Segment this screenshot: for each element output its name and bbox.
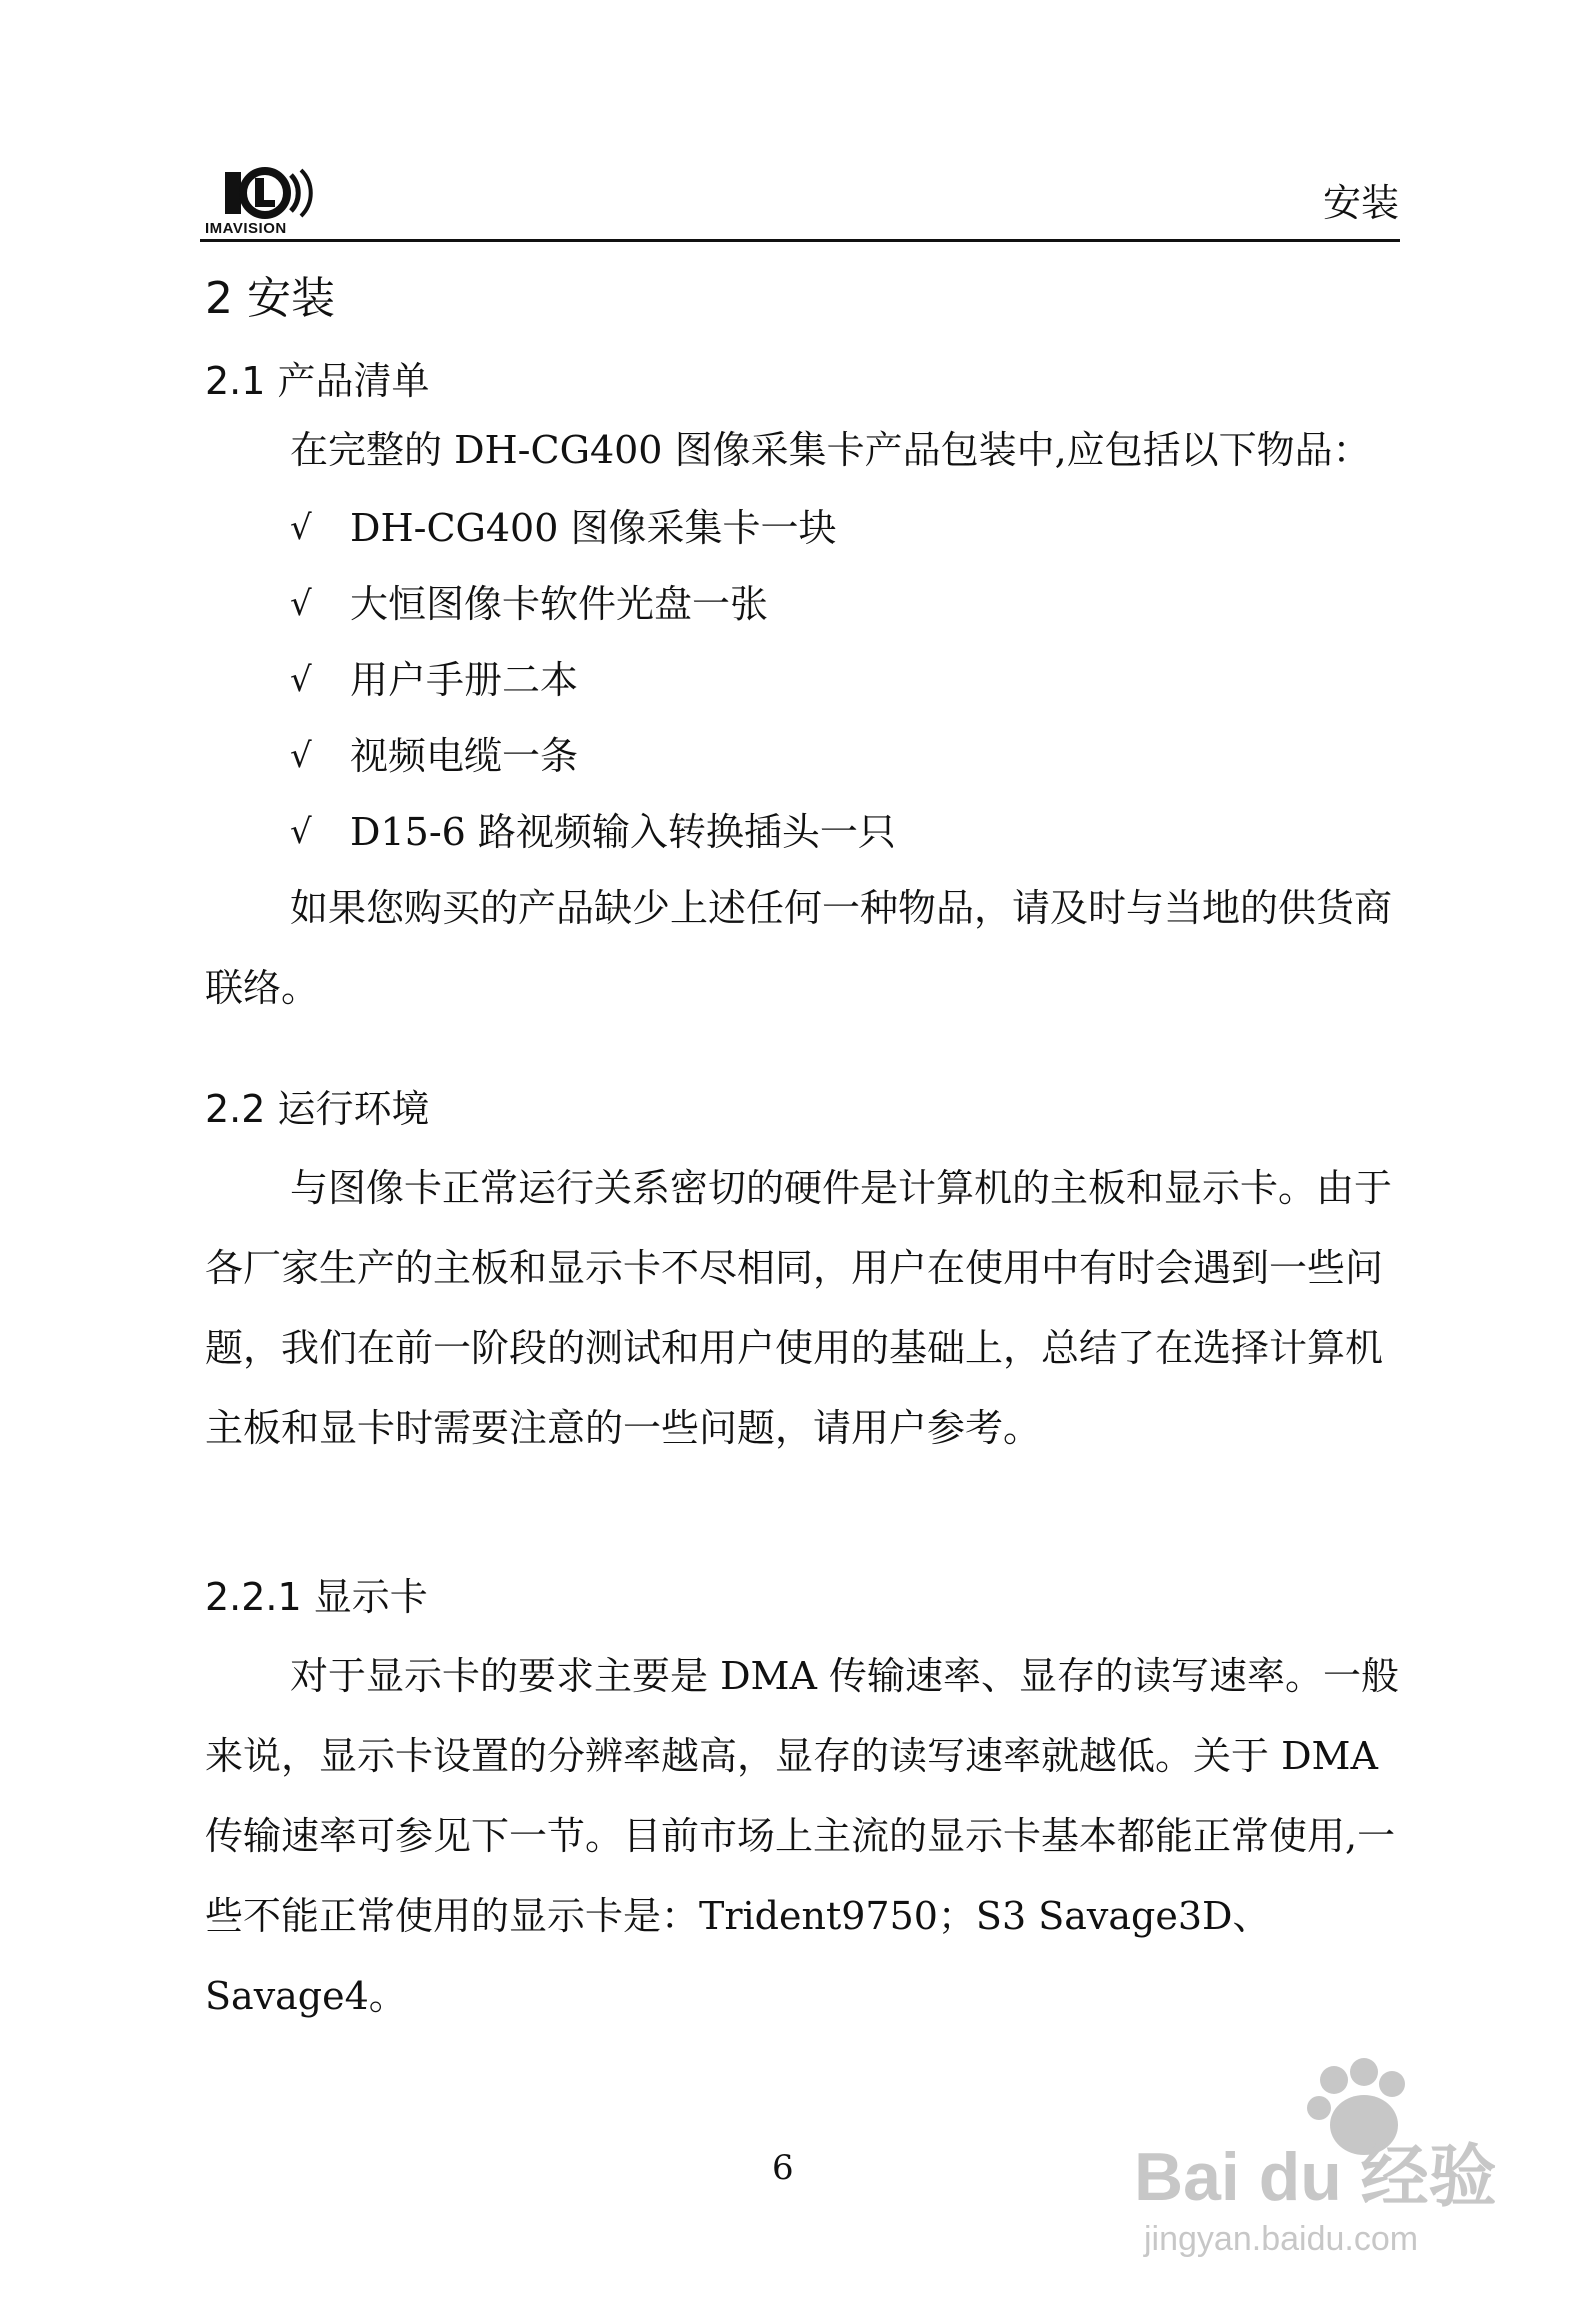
list-item bbox=[290, 794, 896, 870]
page-number: 6 bbox=[772, 2148, 794, 2188]
section-2-1-intro: 在完整的 DH-CG400 图像采集卡产品包装中,应包括以下物品： bbox=[290, 428, 1371, 472]
list-item-text: D15-6 路视频输入转换插头一只 bbox=[350, 810, 896, 854]
list-item bbox=[290, 642, 896, 718]
watermark-url: jingyan.baidu.com bbox=[1144, 2220, 1419, 2258]
baidu-jingyan-watermark bbox=[1114, 2050, 1504, 2265]
chapter-heading: 2 安装 bbox=[205, 273, 335, 324]
check-icon: √ bbox=[290, 736, 312, 776]
list-item-text: 视频电缆一条 bbox=[350, 734, 579, 778]
check-icon: √ bbox=[290, 584, 312, 624]
section-2-1-note: 如果您购买的产品缺少上述任何一种物品，请及时与当地的供货商联络。 bbox=[205, 886, 1393, 1010]
section-2-2-heading: 2.2 运行环境 bbox=[205, 1087, 430, 1131]
list-item-text: DH-CG400 图像采集卡一块 bbox=[350, 506, 837, 550]
check-icon: √ bbox=[290, 508, 312, 548]
running-header-title: 安装 bbox=[1322, 181, 1399, 225]
check-icon: √ bbox=[290, 660, 312, 700]
list-item-text: 用户手册二本 bbox=[350, 658, 579, 702]
logo-wordmark: IMAVISION bbox=[205, 220, 287, 237]
header-divider bbox=[200, 239, 1400, 242]
list-item bbox=[290, 490, 896, 566]
section-2-2-body: 与图像卡正常运行关系密切的硬件是计算机的主板和显示卡。由于各厂家生产的主板和显示卡不尽相同，用户在使用中有时会遇到一些问题，我们在前一阶段的测试和用户使用的基础上，总结了在选择计算机主板和显卡时需要注意的一些问题，请用户参考。 bbox=[205, 1166, 1393, 1450]
list-item bbox=[290, 566, 896, 642]
section-2-2-1-body: 对于显示卡的要求主要是 DMA 传输速率、显存的读写速率。一般来说，显示卡设置的分辨率越高，显存的读写速率就越低。关于 DMA 传输速率可参见下一节。目前市场上主流的显示卡基本都能正常使用,一些不能正常使用的显示卡是：Trident9750；S3 Savage3D、Savage4。 bbox=[205, 1654, 1399, 2018]
list-item-text: 大恒图像卡软件光盘一张 bbox=[350, 582, 769, 626]
section-2-1-heading: 2.1 产品清单 bbox=[205, 359, 430, 403]
product-checklist bbox=[290, 490, 896, 870]
watermark-brand: Bai du 经验 bbox=[1134, 2139, 1497, 2215]
check-icon: √ bbox=[290, 812, 312, 852]
section-2-2-1-heading: 2.2.1 显示卡 bbox=[205, 1575, 428, 1619]
list-item bbox=[290, 718, 896, 794]
